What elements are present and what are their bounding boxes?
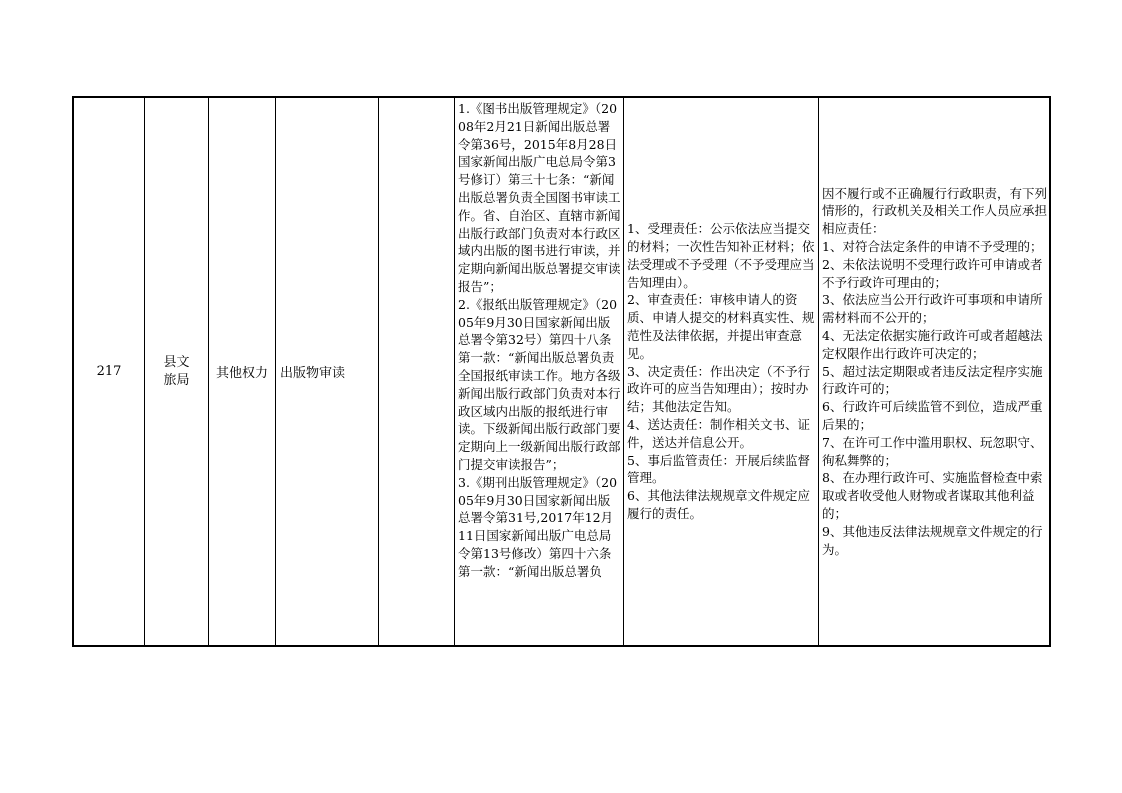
accountability-cell (819, 97, 1051, 646)
department-text: 县文旅局 (163, 354, 190, 388)
responsibility-text: 1、受理责任：公示依法应当提交的材料；一次性告知补正材料；依法受理或不予受理（不予受理应当告知理由）。 2、审查责任：审核申请人的资质、申请人提交的材料真实性、规范性及法律依据，并提出审查意见。 3、决定责任：作出决定（不予行政许可的应当告知理由）；按时办结；其他法定告知。 4、送达责任：制作相关文书、证件，送达并信息公开。 5、事后监管责任：开展后续监督管理。 6、其他法律法规规章文件规定应履行的责任。 (627, 221, 815, 521)
responsibility-cell (624, 97, 819, 646)
power-type-cell: 其他权力 (209, 97, 276, 646)
sub-item-cell (379, 97, 455, 646)
legal-basis-cell (455, 97, 624, 646)
legal-basis-text: 1.《图书出版管理规定》（2008年2月21日新闻出版总署令第36号，2015年8月28日国家新闻出版广电总局令第3号修订）第三十七条：“新闻出版总署负责全国图书审读工作。省、自治区、直辖市新闻出版行政部门负责对本行政区域内出版的图书进行审读，并定期向新闻出版总署提交审读报告”； 2.《报纸出版管理规定》（2005年9月30日国家新闻出版总署令第32号）第四十八条第一款：“新闻出版总署负责全国报纸审读工作。地方各级新闻出版行政部门负责对本行政区域内出版的报纸进行审读。下级新闻出版行政部门要定期向上一级新闻出版行政部门提交审读报告”； 3.《期刊出版管理规定》（2005年9月30日国家新闻出版总署令第31号,2017年12月11日国家新闻出版广电总局令第13号修改）第四十六条第一款：“新闻出版总署负 (458, 101, 621, 579)
legal-basis-container (455, 98, 623, 645)
department-cell (145, 97, 209, 646)
item-name-cell: 出版物审读 (276, 97, 379, 646)
row-number: 217 (73, 97, 145, 646)
table-row (73, 97, 1050, 646)
accountability-text: 因不履行或不正确履行行政职责，有下列情形的，行政机关及相关工作人员应承担相应责任： 1、对符合法定条件的申请不予受理的； 2、未依法说明不受理行政许可申请或者不予行政许可理由的； 3、依法应当公开行政许可事项和申请所需材料而不公开的； 4、无法定依据实施行政许可或者超越法定权限作出行政许可决定的； 5、超过法定期限或者违反法定程序实施行政许可的； 6、行政许可后续监管不到位，造成严重后果的； 7、在许可工作中滥用职权、玩忽职守、徇私舞弊的； 8、在办理行政许可、实施监督检查中索取或者收受他人财物或者谋取其他利益的； 9、其他违反法律法规规章文件规定的行为。 (822, 185, 1048, 557)
power-list-table (72, 96, 1051, 647)
